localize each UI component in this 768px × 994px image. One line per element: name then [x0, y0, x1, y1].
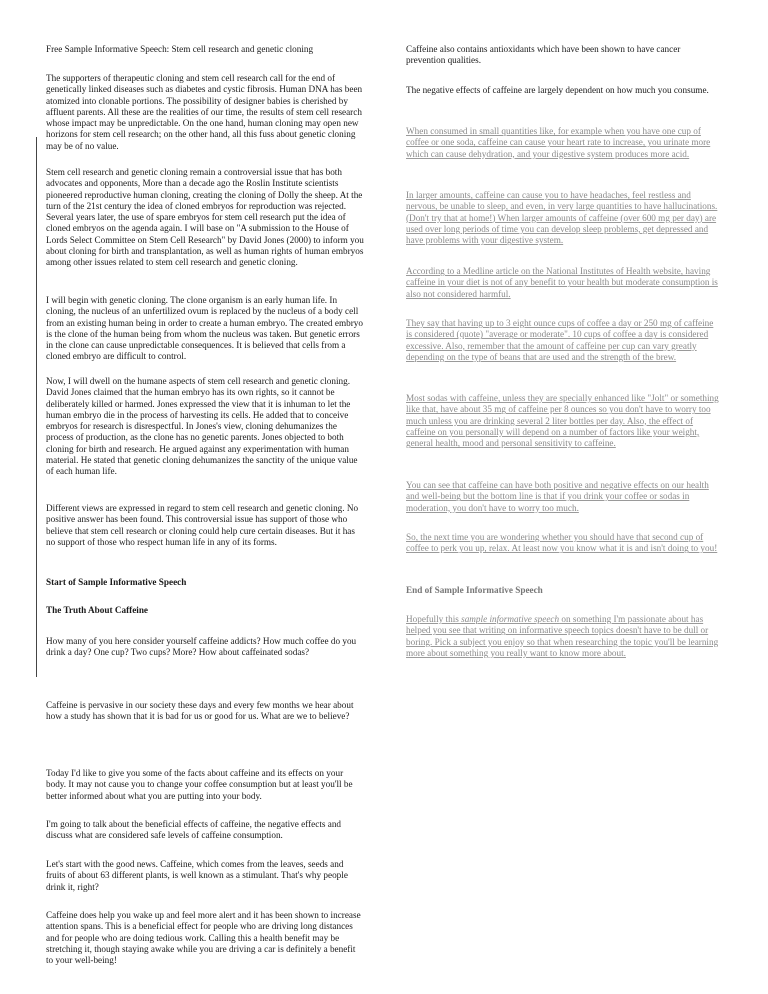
- paragraph: Today I'd like to give you some of the facts about caffeine and its effects on your body. It may not cause you to change your coffee consumption but at least you'll be better informed about what you are putting into your body.: [46, 768, 353, 801]
- paragraph: I will begin with genetic cloning. The clone organism is an early human life. In cloning, the nucleus of an unfertilized ovum is replaced by the nucleus of a body cell from an existing human being in order to create a human embryo. The created embryo is the clone of the human being from whom the nucleus was taken. But genetic errors in the clone can cause unpredictable consequences. It is believed that cells from a cloned embryo are difficult to control.: [46, 295, 363, 362]
- margin-change-bar: [36, 137, 37, 677]
- paragraph: Different views are expressed in regard to stem cell research and genetic cloning. No positive answer has been found. This controversial issue has support of those who believe that stem cell research or cloning could help cure certain diseases. But it has no support of those who respect human life in any of its forms.: [46, 503, 359, 547]
- section-heading: Start of Sample Informative Speech: [46, 577, 187, 587]
- paragraph: Stem cell research and genetic cloning remain a controversial issue that has both advocates and opponents, More than a decade ago the Roslin Institute scientists pioneered reproductive human cloning, creating the cloning of Dolly the sheep. At the turn of the 21st century the idea of cloned embryos for reproduction was rejected. Several years later, the use of spare embryos for stem cell research put the idea of cloned embryos on the agenda again. I will base on "A submission to the House of Lords Select Committee on Stem Cell Research" by David Jones (2000) to inform you about cloning for birth and transplantation, as well as human rights of human embryos among other issues related to stem cell research and genetic cloning.: [46, 167, 364, 268]
- paragraph: Caffeine is pervasive in our society these days and every few months we hear about how a study has shown that it is bad for us or good for us. What are we to believe?: [46, 700, 354, 722]
- linked-paragraph[interactable]: According to a Medline article on the National Institutes of Health website, having caffeine in your diet is not of any benefit to your health but moderate consumption is also not considered harmful.: [406, 266, 718, 299]
- paragraph: The supporters of therapeutic cloning and stem cell research call for the end of genetically linked diseases such as diabetes and cystic fibrosis. Human DNA has been atomized into clonable portions. The possibility of designer babies is cherished by affluent parents. All these are the realities of our time, the results of stem cell research whose impact may be unpredictable. On the one hand, human cloning may open new horizons for stem cell research; on the other hand, all this fuss about genetic cloning may be of no value.: [46, 73, 363, 151]
- paragraph: Caffeine does help you wake up and feel more alert and it has been shown to increase attention spans. This is a beneficial effect for people who are driving long distances and for people who are doing tedious work. Calling this a health benefit may be stretching it, though staying awake while you are driving a car is definitely a benefit to your well-being!: [46, 910, 361, 966]
- paragraph: Now, I will dwell on the humane aspects of stem cell research and genetic cloning. David Jones claimed that the human embryo has its own rights, so it cannot be deliberately killed or harmed. Jones expressed the view that it is inhuman to let the human embryo die in the process of harvesting its cells. He added that to conceive embryos for research is disrespectful. In Jones's view, cloning dehumanizes the process of production, as the clone has no genetic parents. Jones objected to both cloning for birth and research. He argued against any experimentation with human material. He stated that genetic cloning dehumanizes the sanctity of the unique value of each human life.: [46, 376, 358, 477]
- paragraph: Caffeine also contains antioxidants which have been shown to have cancer prevention qualities.: [406, 44, 681, 66]
- paragraph: Let's start with the good news. Caffeine, which comes from the leaves, seeds and fruits of about 63 different plants, is well known as a stimulant. That's why people drink it, right?: [46, 859, 348, 892]
- linked-paragraph[interactable]: So, the next time you are wondering whether you should have that second cup of coffee to perk you up, relax. At least now you know what it is and isn't doing to you!: [406, 532, 718, 554]
- linked-paragraph[interactable]: In larger amounts, caffeine can cause you to have headaches, feel restless and nervous, be unable to sleep, and even, in very large quantities to have hallucinations.(Don't try that at home!) When larger amounts of caffeine (over 600 mg per day) are used over long periods of time you can develop sleep problems, get depressed and have problems with your digestive system.: [406, 190, 718, 246]
- closing-text-end: on something I'm passionate about has helped you see that writing on informative speech topics doesn't have to be dull or boring. Pick a subject you enjoy so that when researching the topic you'll be learning more about something you really want to know more about.: [406, 614, 719, 658]
- closing-paragraph[interactable]: [406, 614, 720, 659]
- paragraph: How many of you here consider yourself caffeine addicts? How much coffee do you drink a day? One cup? Two cups? More? How about caffeinated sodas?: [46, 636, 357, 658]
- linked-paragraph[interactable]: Most sodas with caffeine, unless they are specially enhanced like "Jolt" or something like that, have about 35 mg of caffeine per 8 ounces so you don't have to worry too much unless you are drinking several 2 liter bottles per day. Also, the effect of caffeine on you personally will depend on a number of factors like your weight, general health, mood and personal sensitivity to caffeine.: [406, 393, 719, 449]
- linked-paragraph[interactable]: You can see that caffeine can have both positive and negative effects on our health and well-being but the bottom line is that if you drink your coffee or sodas in moderation, you don't have to worry too much.: [406, 480, 709, 513]
- paragraph: The negative effects of caffeine are largely dependent on how much you consume.: [406, 85, 709, 95]
- speech-title: The Truth About Caffeine: [46, 605, 149, 615]
- section-heading: End of Sample Informative Speech: [406, 585, 543, 595]
- document-title: Free Sample Informative Speech: Stem cell research and genetic cloning: [46, 44, 314, 54]
- paragraph: I'm going to talk about the beneficial effects of caffeine, the negative effects and discuss what are considered safe levels of caffeine consumption.: [46, 819, 342, 841]
- linked-paragraph[interactable]: They say that having up to 3 eight ounce cups of coffee a day or 250 mg of caffeine is considered (quote) "average or moderate". 10 cups of coffee a day is considered excessive. Also, remember that the amount of caffeine per cup can vary greatly depending on the type of beans that are used and the strength of the brew.: [406, 318, 714, 362]
- closing-text-start: Hopefully this: [406, 614, 462, 624]
- closing-emphasis: sample informative speech: [461, 614, 560, 624]
- linked-paragraph[interactable]: When consumed in small quantities like, for example when you have one cup of coffee or one soda, caffeine can cause your heart rate to increase, you urinate more which can cause dehydration, and your digestive system produces more acid.: [406, 126, 711, 159]
